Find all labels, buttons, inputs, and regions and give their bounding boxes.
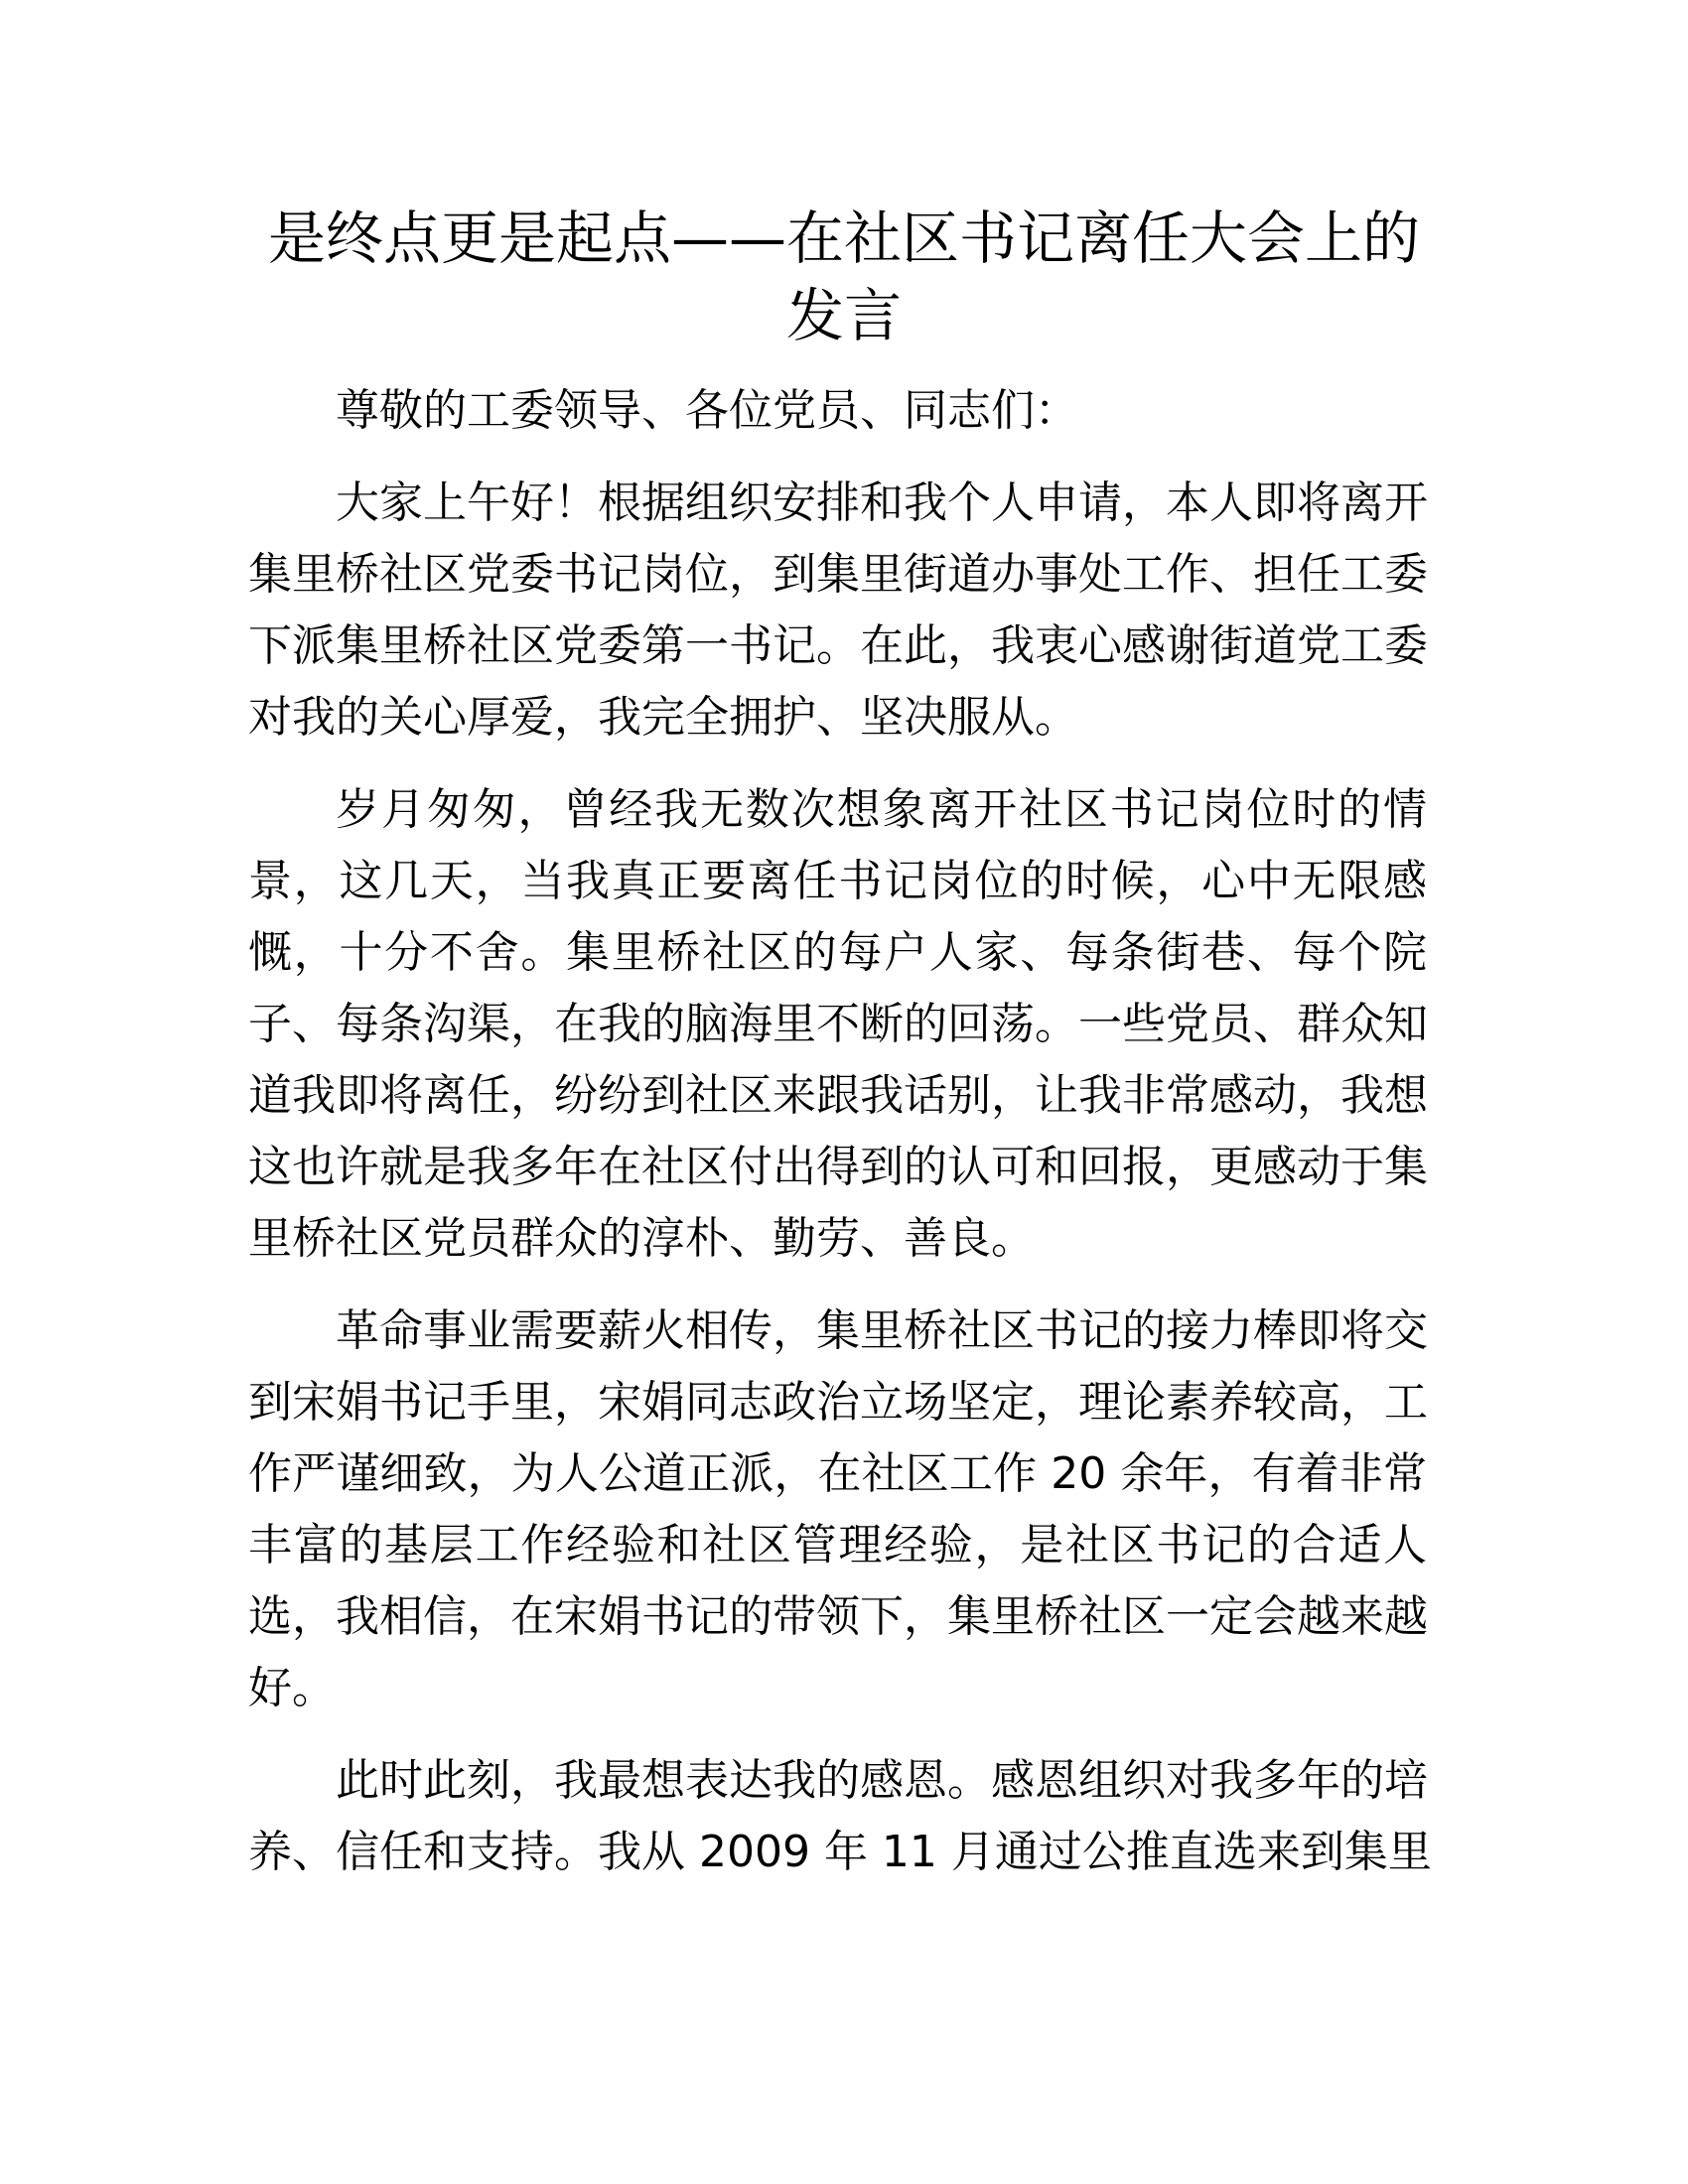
text-line: 景，这几天，当我真正要离任书记岗位的时候，心中无限感 bbox=[248, 856, 1427, 906]
document-title bbox=[228, 200, 1460, 354]
paragraph bbox=[248, 1296, 1427, 1724]
paragraph bbox=[248, 774, 1427, 1275]
text-line: 到宋娟书记手里，宋娟同志政治立场坚定，理论素养较高，工 bbox=[248, 1377, 1428, 1428]
paragraph bbox=[248, 468, 1427, 753]
text-line: 道我即将离任，纷纷到社区来跟我话别，让我非常感动，我想 bbox=[248, 1070, 1428, 1121]
document-body bbox=[248, 375, 1432, 1909]
text-line: 下派集里桥社区党委第一书记。在此，我衷心感谢街道党工委 bbox=[248, 620, 1428, 671]
paragraph bbox=[248, 1745, 1432, 1888]
text-line: 革命事业需要薪火相传，集里桥社区书记的接力棒即将交 bbox=[336, 1305, 1428, 1356]
text-line: 里桥社区党员群众的淳朴、勤劳、善良。 bbox=[248, 1213, 1035, 1264]
text-line: 慨，十分不舍。集里桥社区的每户人家、每条街巷、每个院 bbox=[248, 927, 1427, 978]
text-line: 此时此刻，我最想表达我的感恩。感恩组织对我多年的培 bbox=[336, 1755, 1428, 1806]
salutation bbox=[248, 375, 1427, 447]
text-line: 岁月匆匆，曾经我无数次想象离开社区书记岗位时的情 bbox=[336, 784, 1427, 835]
text-line: 尊敬的工委领导、各位党员、同志们： bbox=[336, 385, 1078, 436]
text-line: 作严谨细致，为人公道正派，在社区工作 20 余年，有着非常 bbox=[248, 1448, 1427, 1499]
text-line: 选，我相信，在宋娟书记的带领下，集里桥社区一定会越来越 bbox=[248, 1591, 1428, 1642]
text-line: 养、信任和支持。我从 2009 年 11 月通过公推直选来到集里 bbox=[248, 1827, 1432, 1877]
text-line: 集里桥社区党委书记岗位，到集里街道办事处工作、担任工委 bbox=[248, 549, 1428, 600]
text-line: 这也许就是我多年在社区付出得到的认可和回报，更感动于集 bbox=[248, 1142, 1428, 1192]
text-line: 丰富的基层工作经验和社区管理经验，是社区书记的合适人 bbox=[248, 1520, 1427, 1570]
text-line: 子、每条沟渠，在我的脑海里不断的回荡。一些党员、群众知 bbox=[248, 999, 1428, 1049]
text-line: 大家上午好！根据组织安排和我个人申请，本人即将离开 bbox=[336, 478, 1428, 528]
text-line: 对我的关心厚爱，我完全拥护、坚决服从。 bbox=[248, 692, 1078, 743]
title-line-2: 发言 bbox=[785, 282, 902, 349]
text-line: 好。 bbox=[248, 1663, 336, 1713]
title-line-1: 是终点更是起点——在社区书记离任大会上的 bbox=[267, 205, 1420, 272]
